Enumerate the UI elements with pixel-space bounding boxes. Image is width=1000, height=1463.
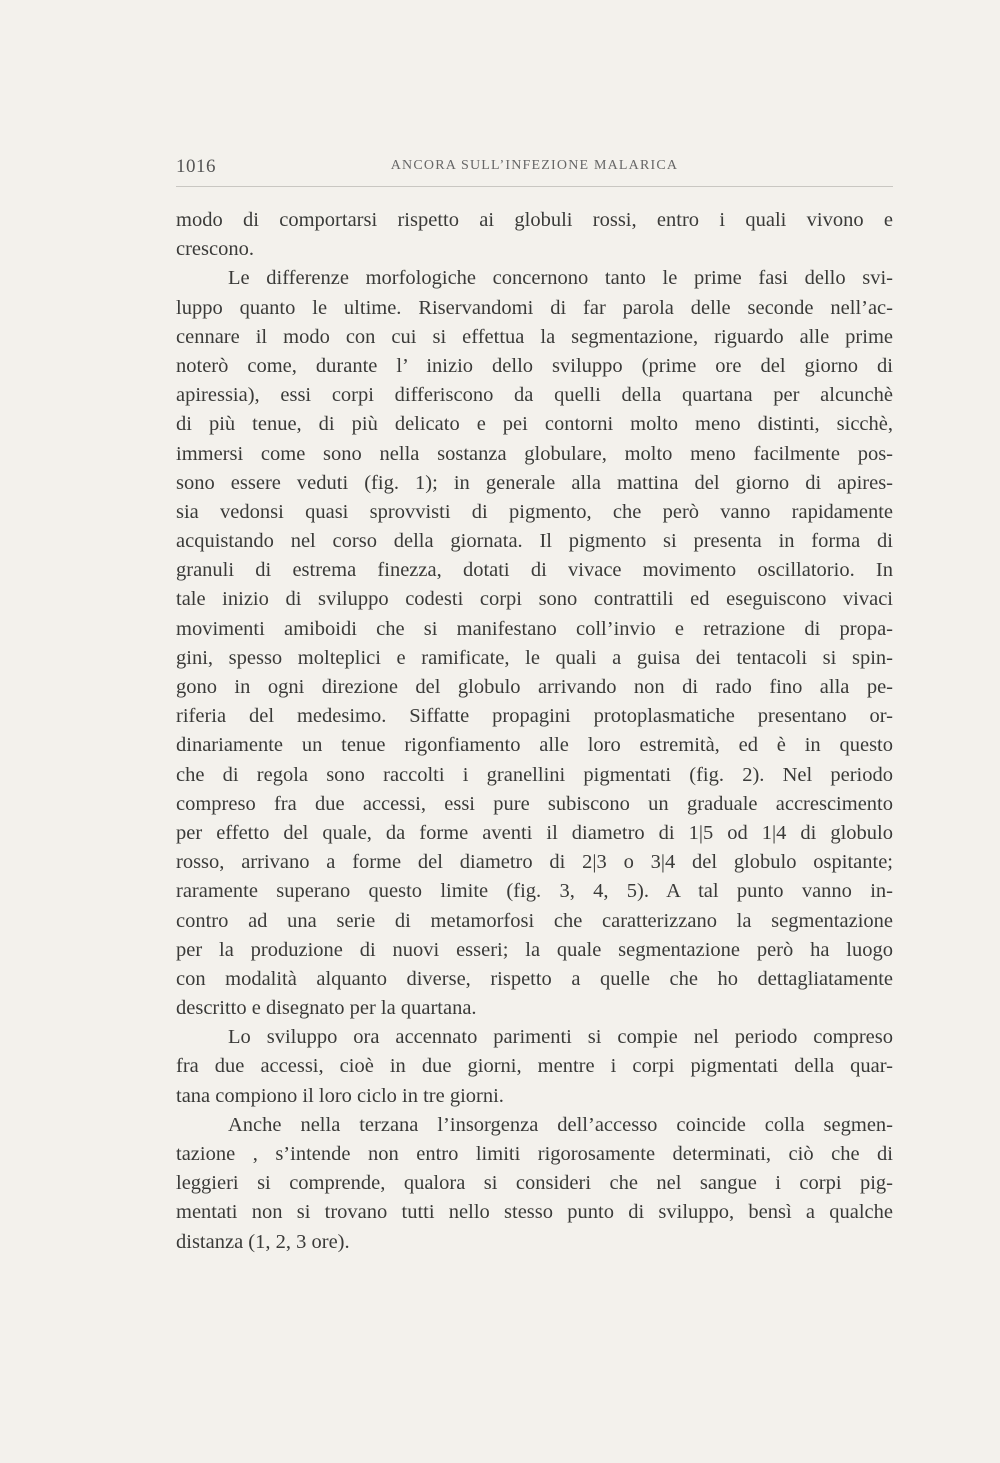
- text-line: che di regola sono raccolti i granellini pigmentati (fig. 2). Nel periodo: [176, 763, 893, 786]
- body-text: [176, 206, 893, 1257]
- text-line: immersi come sono nella sostanza globulare, molto meno facilmente pos-: [176, 442, 893, 465]
- text-line: gono in ogni direzione del globulo arrivando non di rado fino alla pe-: [176, 676, 893, 698]
- text-line: Le differenze morfologiche concernono tanto le prime fasi dello svi-: [228, 267, 893, 290]
- text-line: crescono.: [176, 238, 254, 261]
- text-line: distanza (1, 2, 3 ore).: [176, 1230, 350, 1253]
- text-line: di più tenue, di più delicato e pei contorni molto meno distinti, sicchè,: [176, 413, 893, 436]
- text-line: gini, spesso molteplici e ramificate, le quali a guisa dei tentacoli si spin-: [176, 646, 893, 669]
- text-line: rosso, arrivano a forme del diametro di 2|3 o 3|4 del globulo ospitante;: [176, 851, 893, 874]
- text-line: cennare il modo con cui si effettua la segmentazione, riguardo alle prime: [176, 325, 893, 348]
- text-line: sono essere veduti (fig. 1); in generale alla mattina del giorno di apires-: [176, 471, 893, 494]
- text-line: per effetto del quale, da forme aventi il diametro di 1|5 od 1|4 di globulo: [176, 821, 893, 844]
- text-line: modo di comportarsi rispetto ai globuli rossi, entro i quali vivono e: [176, 209, 893, 231]
- page-number: 1016: [176, 156, 216, 177]
- text-line: mentati non si trovano tutti nello stesso punto di sviluppo, bensì a qualche: [176, 1201, 893, 1224]
- text-line: leggieri si comprende, qualora si consideri che nel sangue i corpi pig-: [176, 1172, 893, 1195]
- text-line: raramente superano questo limite (fig. 3, 4, 5). A tal punto vanno in-: [176, 880, 893, 903]
- text-line: fra due accessi, cioè in due giorni, mentre i corpi pigmentati della quar-: [176, 1055, 893, 1078]
- text-line: sia vedonsi quasi sprovvisti di pigmento, che però vanno rapidamente: [176, 500, 893, 523]
- header-rule: [176, 186, 893, 187]
- text-line: contro ad una serie di metamorfosi che caratterizzano la segmentazione: [176, 909, 893, 932]
- text-line: tazione , s’intende non entro limiti rigorosamente determinati, ciò che di: [176, 1143, 893, 1165]
- running-title: ANCORA SULL’INFEZIONE MALARICA: [390, 158, 679, 173]
- text-line: apiressia), essi corpi differiscono da quelli della quartana per alcunchè: [176, 384, 893, 407]
- text-line: per la produzione di nuovi esseri; la quale segmentazione però ha luogo: [176, 938, 893, 961]
- text-line: noterò come, durante l’ inizio dello sviluppo (prime ore del giorno di: [176, 354, 893, 377]
- text-line: con modalità alquanto diverse, rispetto a quelle che ho dettagliatamente: [176, 967, 893, 990]
- text-line: tale inizio di sviluppo codesti corpi sono contrattili ed eseguiscono vivaci: [176, 588, 893, 611]
- text-line: riferia del medesimo. Siffatte propagini protoplasmatiche presentano or-: [176, 705, 893, 728]
- text-line: dinariamente un tenue rigonfiamento alle loro estremità, ed è in questo: [176, 734, 893, 757]
- text-line: compreso fra due accessi, essi pure subiscono un graduale accrescimento: [176, 792, 893, 815]
- page-header: [176, 156, 893, 178]
- text-line: movimenti amiboidi che si manifestano coll’invio e retrazione di propa-: [176, 617, 893, 640]
- text-line: Anche nella terzana l’insorgenza dell’accesso coincide colla segmen-: [228, 1113, 893, 1136]
- text-line: acquistando nel corso della giornata. Il pigmento si presenta in forma di: [176, 530, 893, 553]
- text-line: granuli di estrema finezza, dotati di vivace movimento oscillatorio. In: [176, 559, 893, 582]
- text-line: Lo sviluppo ora accennato parimenti si compie nel periodo compreso: [228, 1026, 893, 1049]
- text-line: descritto e disegnato per la quartana.: [176, 997, 477, 1020]
- text-line: luppo quanto le ultime. Riservandomi di far parola delle seconde nell’ac-: [176, 296, 893, 319]
- text-line: tana compiono il loro ciclo in tre giorni.: [176, 1084, 504, 1107]
